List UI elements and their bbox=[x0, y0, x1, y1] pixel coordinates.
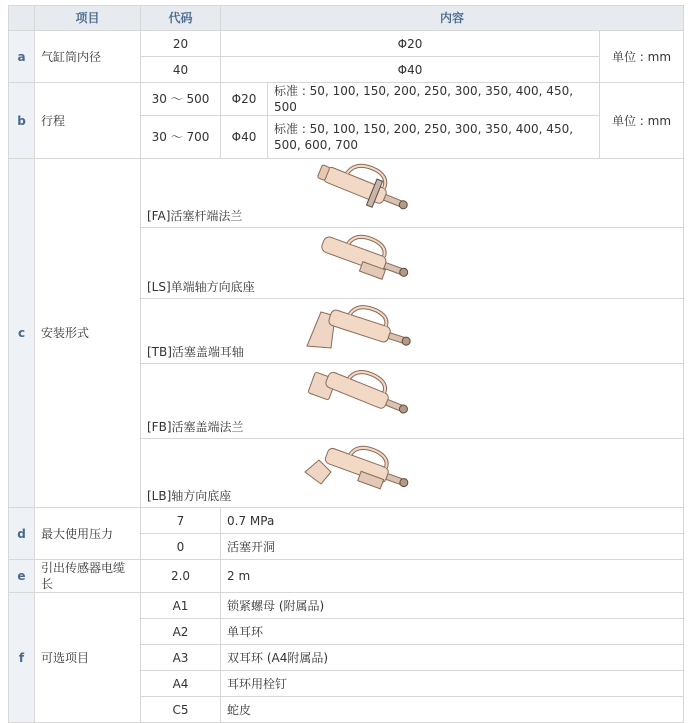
content-cell: 单耳环 bbox=[221, 619, 684, 645]
fb-mount-cylinder-icon bbox=[301, 367, 431, 433]
row-key-d: d bbox=[9, 508, 35, 560]
content-cell: 双耳环 (A4附属品) bbox=[221, 645, 684, 671]
mount-option-ls bbox=[141, 228, 684, 299]
mount-option-fb bbox=[141, 364, 684, 439]
table-row bbox=[9, 508, 684, 534]
row-name-d: 最大使用压力 bbox=[35, 508, 141, 560]
header-item: 项目 bbox=[35, 6, 141, 31]
table-row bbox=[9, 83, 684, 116]
code-cell: A3 bbox=[141, 645, 221, 671]
content-cell: 蛇皮 bbox=[221, 697, 684, 723]
unit-label-a: 单位 : mm bbox=[600, 31, 684, 83]
header-code: 代码 bbox=[141, 6, 221, 31]
content-cell: 标准 : 50, 100, 150, 200, 250, 300, 350, 400, 450, 500, 600, 700 bbox=[268, 116, 600, 159]
table-row bbox=[9, 560, 684, 593]
mount-label: [LS]单端轴方向底座 bbox=[147, 280, 255, 294]
code-cell: 40 bbox=[141, 57, 221, 83]
row-key-a: a bbox=[9, 31, 35, 83]
content-cell: 标准 : 50, 100, 150, 200, 250, 300, 350, 400, 450, 500 bbox=[268, 83, 600, 116]
mount-label: [FA]活塞杆端法兰 bbox=[147, 209, 243, 223]
row-name-c: 安装形式 bbox=[35, 159, 141, 508]
code-cell: 0 bbox=[141, 534, 221, 560]
code-cell: A4 bbox=[141, 671, 221, 697]
header-row bbox=[9, 6, 684, 31]
row-key-c: c bbox=[9, 159, 35, 508]
row-name-b: 行程 bbox=[35, 83, 141, 159]
bore-cell: Φ40 bbox=[221, 116, 268, 159]
code-cell: 7 bbox=[141, 508, 221, 534]
row-key-e: e bbox=[9, 560, 35, 593]
content-cell: 活塞开洞 bbox=[221, 534, 684, 560]
mount-label: [LB]轴方向底座 bbox=[147, 489, 232, 503]
row-name-f: 可选项目 bbox=[35, 593, 141, 723]
row-name-e: 引出传感器电缆长 bbox=[35, 560, 141, 593]
table-row bbox=[9, 159, 684, 228]
mount-label: [TB]活塞盖端耳轴 bbox=[147, 345, 244, 359]
spec-table bbox=[8, 5, 684, 723]
row-name-a: 气缸筒内径 bbox=[35, 31, 141, 83]
table-row bbox=[9, 31, 684, 57]
code-cell: 2.0 bbox=[141, 560, 221, 593]
content-cell: 0.7 MPa bbox=[221, 508, 684, 534]
mount-option-tb bbox=[141, 299, 684, 364]
row-key-b: b bbox=[9, 83, 35, 159]
code-cell: A2 bbox=[141, 619, 221, 645]
tb-mount-cylinder-icon bbox=[301, 302, 431, 364]
unit-label-b: 单位 : mm bbox=[600, 83, 684, 159]
content-cell: 2 m bbox=[221, 560, 684, 593]
code-cell: A1 bbox=[141, 593, 221, 619]
mount-option-lb bbox=[141, 439, 684, 508]
ls-mount-cylinder-icon bbox=[301, 231, 431, 295]
code-cell: 20 bbox=[141, 31, 221, 57]
code-cell: 30 ～ 700 bbox=[141, 116, 221, 159]
fa-mount-cylinder-icon bbox=[301, 162, 431, 226]
content-cell: Φ20 bbox=[221, 31, 600, 57]
content-cell: Φ40 bbox=[221, 57, 600, 83]
code-cell: C5 bbox=[141, 697, 221, 723]
header-blank bbox=[9, 6, 35, 31]
content-cell: 锁紧螺母 (附属品) bbox=[221, 593, 684, 619]
mount-option-fa bbox=[141, 159, 684, 228]
mount-label: [FB]活塞盖端法兰 bbox=[147, 420, 244, 434]
code-cell: 30 ～ 500 bbox=[141, 83, 221, 116]
content-cell: 耳环用栓钉 bbox=[221, 671, 684, 697]
header-content: 内容 bbox=[221, 6, 684, 31]
table-row bbox=[9, 593, 684, 619]
lb-mount-cylinder-icon bbox=[301, 442, 431, 506]
row-key-f: f bbox=[9, 593, 35, 723]
bore-cell: Φ20 bbox=[221, 83, 268, 116]
